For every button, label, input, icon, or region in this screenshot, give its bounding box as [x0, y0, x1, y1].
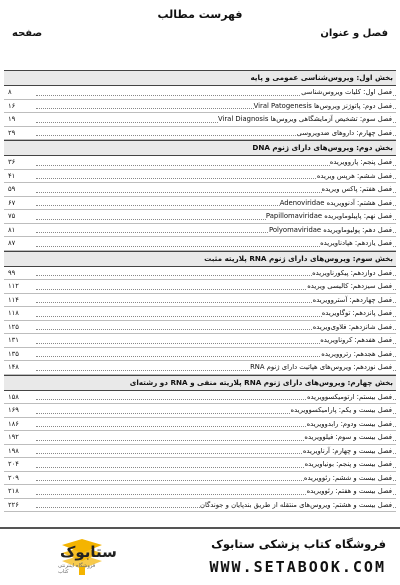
toc-row[interactable]: [4, 170, 396, 184]
chapter-title: فصل پنجم: پاروویریده: [330, 156, 392, 169]
page-number: ۸۷: [8, 237, 30, 250]
chapter-title: فصل بیستم: ارتومیکسوویریده: [307, 391, 392, 404]
page-number: ۱۵۸: [8, 391, 30, 404]
section-heading: بخش سوم: ویروس‌های دارای ژنوم RNA پلاریته مثبت: [4, 251, 396, 267]
chapter-title: فصل سیزدهم: کالیسی ویریده: [307, 280, 392, 293]
store-name: فروشگاه کتاب پزشکی ستابوک: [211, 537, 386, 551]
chapter-title: فصل ششم: هرپس ویریده: [317, 170, 392, 183]
page-number: ۱۱۲: [8, 280, 30, 293]
toc-row[interactable]: [4, 267, 396, 281]
chapter-title: فصل بیست و چهارم: آرناویریده: [303, 445, 392, 458]
chapter-title: فصل بیست و هشتم: ویروس‌های منتقله از طریق بندپایان و جوندگان: [200, 499, 392, 512]
page-number: ۱۹۸: [8, 445, 30, 458]
page-number: ۱۱۸: [8, 307, 30, 320]
chapter-title: فصل بیست و هفتم: رئوویریده: [307, 485, 392, 498]
page-number: ۱۳۱: [8, 334, 30, 347]
toc-row[interactable]: [4, 280, 396, 294]
toc-row[interactable]: [4, 458, 396, 472]
toc-row[interactable]: [4, 127, 396, 141]
page-number: ۷۵: [8, 210, 30, 223]
chapter-title: فصل یازدهم: هپادناویریده: [320, 237, 392, 250]
footer-divider: [0, 527, 400, 529]
page-number: ۲۹: [8, 127, 30, 140]
toc-row[interactable]: [4, 183, 396, 197]
chapter-title: فصل بیست و ششم: رئوویریده: [304, 472, 392, 485]
chapter-title: فصل نهم: پاپیلوماویریده Papillomaviridae: [266, 210, 392, 223]
chapter-title: فصل چهارم: داروهای ضدویروسی: [297, 127, 392, 140]
page-number: ۹۹: [8, 267, 30, 280]
page-number: ۲۰۴: [8, 458, 30, 471]
toc-row[interactable]: [4, 472, 396, 486]
toc-row[interactable]: [4, 100, 396, 114]
chapter-title: فصل پانزدهم: توگاویریده: [322, 307, 392, 320]
toc-row[interactable]: [4, 485, 396, 499]
chapter-title: فصل دهم: پولیوماویریده Polyomaviridae: [269, 224, 392, 237]
logo-subtitle: فروشگاه اینترنتی کتاب: [58, 563, 96, 575]
section-heading: بخش اول: ویروس‌شناسی عمومی و پایه: [4, 70, 396, 86]
toc-row[interactable]: [4, 499, 396, 513]
toc-row[interactable]: [4, 156, 396, 170]
page-number: ۱۹۲: [8, 431, 30, 444]
chapter-title: فصل اول: کلیات ویروس‌شناسی: [301, 86, 392, 99]
toc-row[interactable]: [4, 391, 396, 405]
page-number: ۲۰۹: [8, 472, 30, 485]
chapter-title: فصل هفدهم: کروناویریده: [320, 334, 392, 347]
store-url-link[interactable]: WWW.SETABOOK.COM: [209, 558, 386, 576]
page-number: ۴۱: [8, 170, 30, 183]
page-number: ۱۳۵: [8, 348, 30, 361]
page-number: ۸۱: [8, 224, 30, 237]
chapter-title: فصل بیست ودوم: رابدوویریده: [307, 418, 392, 431]
column-headers: [12, 28, 388, 42]
toc-row[interactable]: [4, 321, 396, 335]
chapter-title: فصل سوم: تشخیص آزمایشگاهی ویروس‌ها Viral Diagnosis: [218, 113, 392, 126]
chapter-title: فصل دوم: پاتوژنز ویروس‌ها Viral Patogenesis: [254, 100, 392, 113]
section-heading: بخش چهارم: ویروس‌های دارای ژنوم RNA پلاریته منفی و RNA دو رشته‌ای: [4, 375, 396, 391]
toc-row[interactable]: [4, 294, 396, 308]
toc-row[interactable]: [4, 334, 396, 348]
page-number: ۱۲۵: [8, 321, 30, 334]
toc-row[interactable]: [4, 445, 396, 459]
page-number: ۱۶۹: [8, 404, 30, 417]
toc-row[interactable]: [4, 210, 396, 224]
section-heading: بخش دوم: ویروس‌های دارای ژنوم DNA: [4, 140, 396, 156]
toc-row[interactable]: [4, 348, 396, 362]
chapter-title: فصل دوازدهم: پیکورناویریده: [312, 267, 392, 280]
toc-row[interactable]: [4, 237, 396, 251]
page-number: ۱۸۶: [8, 418, 30, 431]
toc-row[interactable]: [4, 361, 396, 375]
page-number: ۱۱۴: [8, 294, 30, 307]
page-number: ۱۴۸: [8, 361, 30, 374]
toc-row[interactable]: [4, 431, 396, 445]
page-number: ۵۹: [8, 183, 30, 196]
chapter-title: فصل بیست و پنجم: بونیاویریده: [305, 458, 392, 471]
chapter-title: فصل بیست و سوم: فیلوویریده: [304, 431, 392, 444]
chapter-title: فصل چهاردهم: آستروویریده: [313, 294, 392, 307]
chapter-title: فصل شانزدهم: فلاوی‌ویریده: [313, 321, 392, 334]
chapter-title: فصل هشتم: آدنوویریده Adenoviridae: [280, 197, 392, 210]
chapter-title: فصل نوزدهم: ویروس‌های هپاتیت دارای ژنوم RNA: [250, 361, 392, 374]
toc-row[interactable]: [4, 113, 396, 127]
page-number: ۱۹: [8, 113, 30, 126]
page-number: ۳۶: [8, 156, 30, 169]
toc-row[interactable]: [4, 224, 396, 238]
toc-row[interactable]: [4, 404, 396, 418]
store-footer: [0, 527, 400, 585]
toc-row[interactable]: [4, 307, 396, 321]
column-header-page: صفحه: [12, 28, 43, 39]
logo-wordmark: ستابوک: [60, 543, 117, 561]
page-number: ۲۲۶: [8, 499, 30, 512]
column-header-title: فصل و عنوان: [320, 28, 388, 39]
page-number: ۸: [8, 86, 30, 99]
page-number: ۱۶: [8, 100, 30, 113]
chapter-title: فصل هفتم: پاکس ویریده: [322, 183, 392, 196]
chapter-title: فصل هجدهم: رتروویریده: [321, 348, 392, 361]
toc-row[interactable]: [4, 197, 396, 211]
page-number: ۶۷: [8, 197, 30, 210]
page-title: فهرست مطالب: [157, 8, 243, 21]
toc-row[interactable]: [4, 86, 396, 100]
store-logo[interactable]: [12, 537, 117, 577]
table-of-contents: [4, 70, 396, 512]
page-number: ۲۱۸: [8, 485, 30, 498]
chapter-title: فصل بیست و یکم: پارامیکسوویریده: [291, 404, 392, 417]
toc-row[interactable]: [4, 418, 396, 432]
